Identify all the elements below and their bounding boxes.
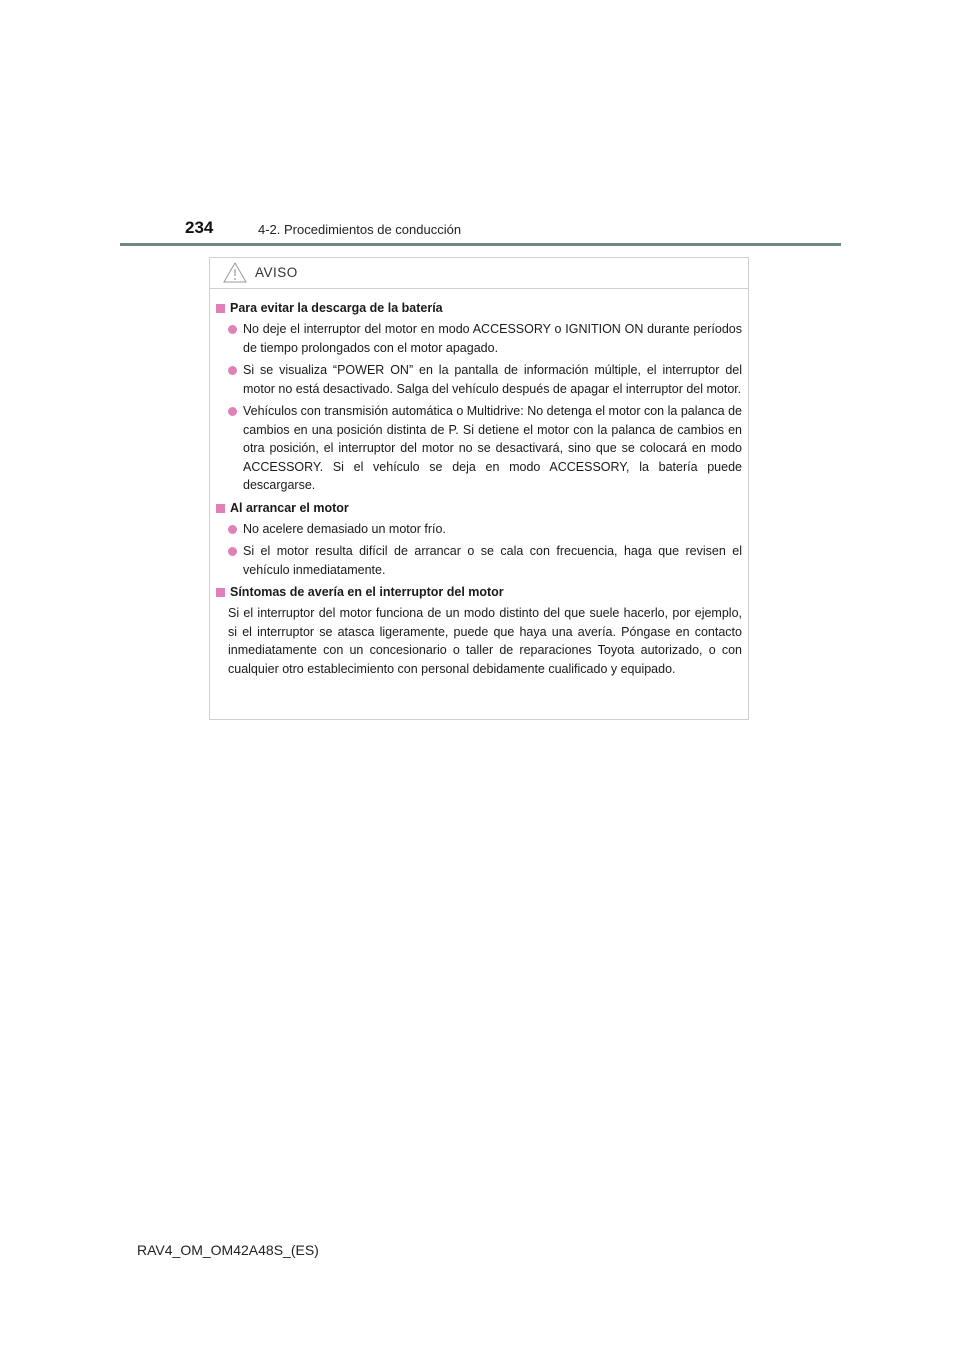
page-number: 234 <box>185 218 214 237</box>
list-item-text: No deje el interruptor del motor en modo ACCESSORY o IGNITION ON durante períodos de tiempo prolongados con el motor apagado. <box>243 322 742 355</box>
round-bullet-icon <box>228 325 237 334</box>
warning-title: AVISO <box>255 265 298 280</box>
topic-heading <box>216 299 742 317</box>
warning-triangle-icon <box>223 262 247 283</box>
round-bullet-icon <box>228 547 237 556</box>
list-item <box>228 402 742 495</box>
list-item-text: Si el motor resulta difícil de arrancar o se cala con frecuencia, haga que revisen el vehículo inmediatamente. <box>243 544 742 577</box>
topic-heading-text: Para evitar la descarga de la batería <box>230 301 443 315</box>
list-item <box>228 542 742 579</box>
warning-body <box>210 289 748 678</box>
list-item-text: Si se visualiza “POWER ON” en la pantalla de información múltiple, el interruptor del motor no está desactivado. Salga del vehículo después de apagar el interruptor del motor. <box>243 363 742 396</box>
warning-box <box>209 257 749 720</box>
section-title: 4-2. Procedimientos de conducción <box>258 222 462 237</box>
square-bullet-icon <box>216 588 225 597</box>
warning-header <box>210 258 748 289</box>
round-bullet-icon <box>228 407 237 416</box>
list-item <box>228 361 742 398</box>
list-item <box>228 320 742 357</box>
topic-heading <box>216 583 742 601</box>
square-bullet-icon <box>216 504 225 513</box>
header-rule <box>120 243 841 246</box>
topic-heading <box>216 499 742 517</box>
topic-heading-text: Al arrancar el motor <box>230 500 349 515</box>
list-item-text: No acelere demasiado un motor frío. <box>243 521 446 536</box>
topic-paragraph: Si el interruptor del motor funciona de un modo distinto del que suele hacerlo, por ejemplo, si el interruptor se atasca ligeramente, puede que haya una avería. Póngase en contacto inmediatamente con un concesionario o taller de reparaciones Toyota autorizado, o con cualquier otro establecimiento con personal debidamente cualificado y equipado. <box>228 606 742 676</box>
round-bullet-icon <box>228 525 237 534</box>
topic-heading-text: Síntomas de avería en el interruptor del motor <box>230 585 504 599</box>
list-item <box>228 520 742 539</box>
square-bullet-icon <box>216 304 225 313</box>
document-code: RAV4_OM_OM42A48S_(ES) <box>137 1242 319 1258</box>
round-bullet-icon <box>228 366 237 375</box>
list-item-text: Vehículos con transmisión automática o Multidrive: No detenga el motor con la palanca de cambios en una posición distinta de P. Si detiene el motor con la palanca de cambios en otra posición, el interruptor del motor no se desactivará, sino que se colocará en modo ACCESSORY. Si el vehículo se deja en modo ACCESSORY, la batería puede descargarse. <box>243 404 742 492</box>
